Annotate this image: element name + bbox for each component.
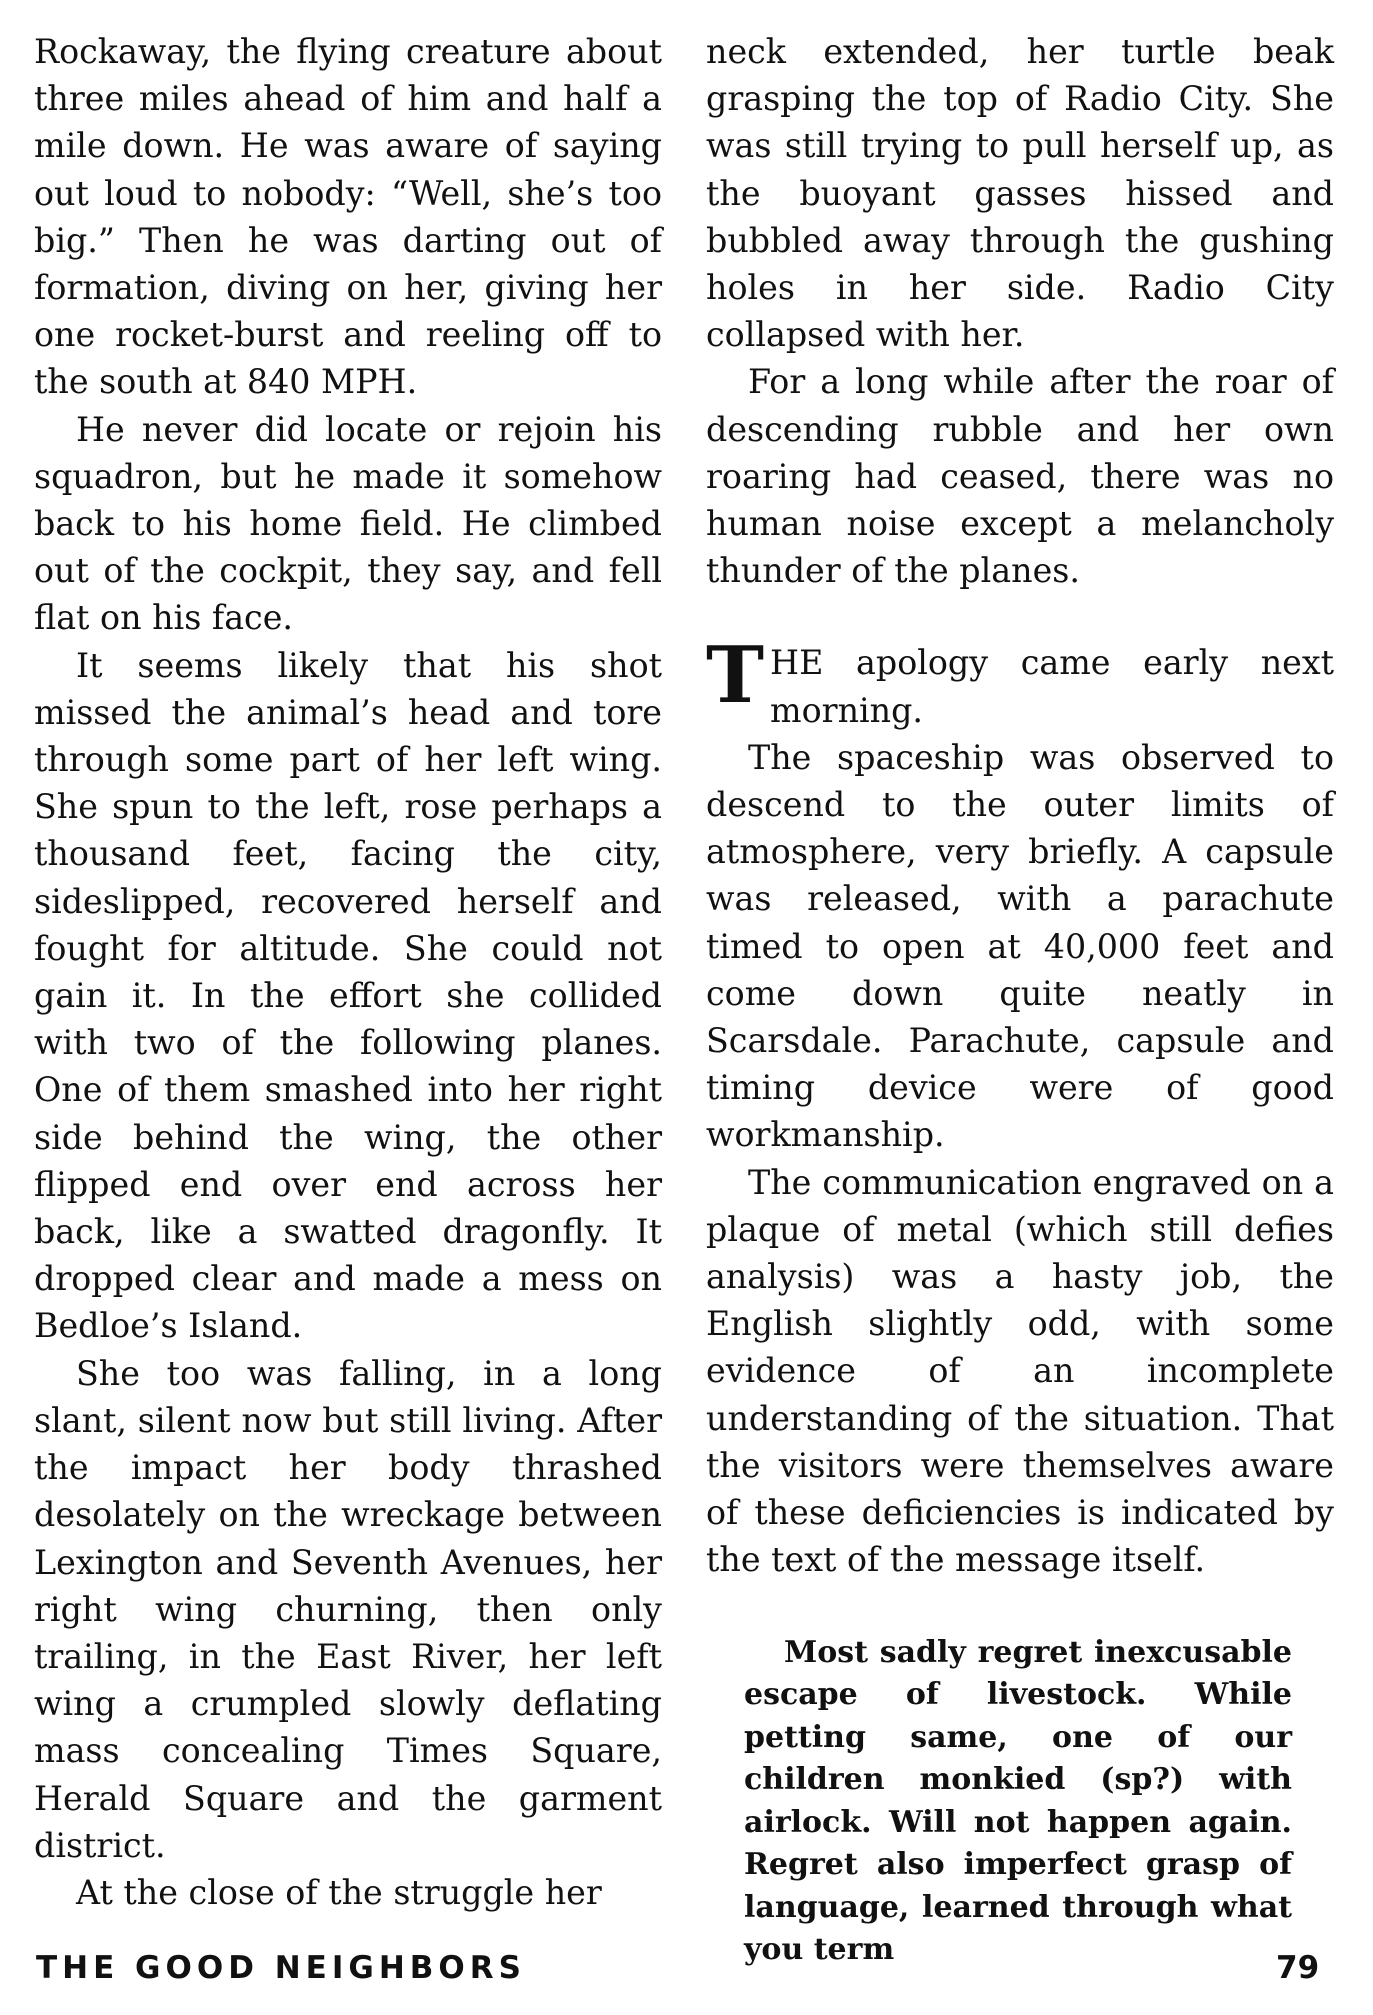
paragraph: She too was falling, in a long slant, silent now but still living. After the impact her body thrashed desolately on the wreckage between Lexington and Seventh Avenues, her right wing churning, then only trailing, in the East River, her left wing a crumpled slowly deflating mass concealing Times Square, Herald Square and the garment district. [34, 1353, 662, 1865]
quoted-message-text: Most sadly regret inexcusable escape of livestock. While petting same, one of our children monkied (sp?) with airlock. Will not happen again. Regret also imperfect grasp of language, learned through what you term [744, 1634, 1292, 1967]
left-column [34, 28, 662, 1916]
paragraph: At the close of the struggle her [76, 1872, 602, 1912]
right-column [706, 28, 1334, 1972]
paragraph: Rockaway, the flying creature about three miles ahead of him and half a mile down. He was aware of saying out loud to nobody: “Well, she’s too big.” Then he was darting out of formation, diving on her, giving her one rocket-burst and reeling off to the south at 840 MPH. [34, 32, 662, 402]
paragraph: neck extended, her turtle beak grasping the top of Radio City. She was still trying to pull herself up, as the buoyant gasses hissed and bubbled away through the gushing holes in her side. Radio City collapsed with her. [706, 32, 1334, 355]
section-opening-text: HE apology came early next morning. [770, 643, 1334, 730]
running-footer-title: THE GOOD NEIGHBORS [36, 1950, 526, 1986]
drop-cap: T [706, 630, 765, 722]
quoted-message [744, 1632, 1292, 1972]
page-number: 79 [1276, 1950, 1320, 1986]
paragraph: It seems likely that his shot missed the animal’s head and tore through some part of her left wing. She spun to the left, rose perhaps a thousand feet, facing the city, sideslipped, recovered herself and fought for altitude. She could not gain it. In the effort she collided with two of the following planes. One of them smashed into her right side behind the wing, the other flipped end over end across her back, like a swatted dragonfly. It dropped clear and made a mess on Bedloe’s Island. [34, 645, 662, 1346]
paragraph: For a long while after the roar of descending rubble and her own roaring had ceased, there was no human noise except a melancholy thunder of the planes. [706, 362, 1334, 591]
section-opening-paragraph [706, 630, 1334, 733]
paragraph: The spaceship was observed to descend to the outer limits of atmosphere, very briefly. A capsule was released, with a parachute timed to open at 40,000 feet and come down quite neatly in Scarsdale. Parachute, capsule and timing device were of good workmanship. [706, 737, 1334, 1155]
paragraph: He never did locate or rejoin his squadron, but he made it somehow back to his home field. He climbed out of the cockpit, they say, and fell flat on his face. [34, 409, 662, 638]
paragraph: The communication engraved on a plaque of metal (which still defies analysis) was a hasty job, the English slightly odd, with some evidence of an incomplete understanding of the situation. That the visitors were themselves aware of these deficiencies is indicated by the text of the message itself. [706, 1162, 1334, 1580]
section-break [706, 594, 1334, 639]
